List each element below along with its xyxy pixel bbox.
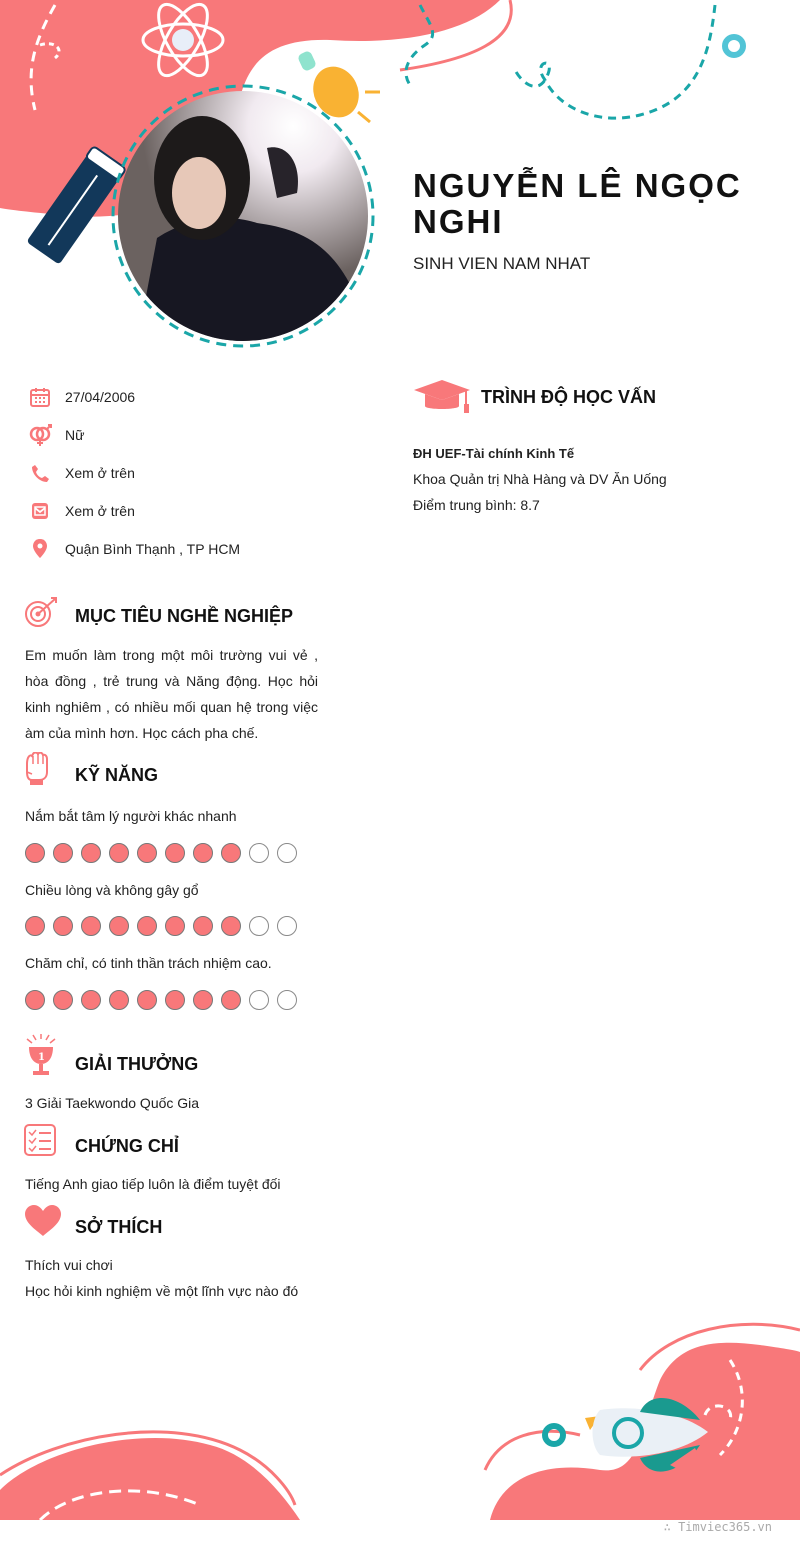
address-row: [28, 537, 240, 561]
rating-dot-filled: [81, 843, 101, 863]
skill-label: Chiều lòng và không gây gổ: [25, 882, 199, 898]
rating-dot-empty: [249, 916, 269, 936]
rating-dot-filled: [53, 990, 73, 1010]
rating-dot-filled: [109, 990, 129, 1010]
mail-icon: [28, 499, 52, 523]
education-major: Khoa Quản trị Nhà Hàng và DV Ăn Uống: [413, 471, 667, 487]
certificates-title: CHỨNG CHỈ: [75, 1136, 179, 1156]
phone-value: Xem ở trên: [65, 465, 135, 481]
rating-dot-filled: [137, 990, 157, 1010]
candidate-position: SINH VIEN NAM NHAT: [413, 254, 591, 273]
awards-text: 3 Giải Taekwondo Quốc Gia: [25, 1095, 200, 1111]
awards-title: GIẢI THƯỞNG: [75, 1054, 199, 1074]
certificates-text: Tiếng Anh giao tiếp luôn là điểm tuyệt đối: [25, 1176, 281, 1192]
candidate-name: NGUYỄN LÊ NGỌC NGHI: [413, 167, 742, 240]
email-value: Xem ở trên: [65, 503, 135, 519]
heart-icon: [24, 1205, 62, 1242]
hobbies-title: SỞ THÍCH: [75, 1217, 163, 1237]
gender-row: [28, 423, 84, 447]
rating-dot-filled: [25, 843, 45, 863]
rating-dot-filled: [81, 990, 101, 1010]
birthday-value: 27/04/2006: [65, 389, 136, 405]
rating-dot-filled: [53, 916, 73, 936]
svg-text:1: 1: [38, 1052, 45, 1063]
phone-row: [28, 461, 135, 485]
skill-rating: [25, 990, 297, 1010]
rating-dot-empty: [277, 916, 297, 936]
rating-dot-filled: [25, 990, 45, 1010]
rating-dot-filled: [109, 843, 129, 863]
rating-dot-filled: [193, 916, 213, 936]
footer-decoration: [0, 1320, 800, 1520]
address-value: Quận Bình Thạnh , TP HCM: [65, 541, 241, 557]
rating-dot-empty: [277, 843, 297, 863]
rocket-icon: [585, 1398, 708, 1475]
gender-icon: [28, 423, 52, 447]
rating-dot-filled: [25, 916, 45, 936]
skill-rating: [25, 843, 297, 863]
objective-title: MỤC TIÊU NGHỀ NGHIỆP: [75, 606, 294, 626]
rating-dot-filled: [137, 916, 157, 936]
rating-dot-filled: [81, 916, 101, 936]
education-title: TRÌNH ĐỘ HỌC VẤN: [481, 387, 656, 407]
rating-dot-filled: [165, 990, 185, 1010]
skill-label: Chăm chỉ, có tinh thần trách nhiệm cao.: [25, 955, 272, 971]
rating-dot-filled: [221, 843, 241, 863]
trophy-icon: [24, 1033, 58, 1082]
rating-dot-empty: [249, 990, 269, 1010]
skill-label: Nắm bắt tâm lý người khác nhanh: [25, 808, 237, 824]
birthday-row: [28, 385, 135, 409]
skills-title: KỸ NĂNG: [75, 765, 159, 785]
hobby-item: Thích vui chơi: [25, 1257, 113, 1273]
rating-dot-filled: [193, 990, 213, 1010]
rating-dot-filled: [109, 916, 129, 936]
rating-dot-filled: [221, 916, 241, 936]
rating-dot-filled: [165, 916, 185, 936]
rating-dot-filled: [193, 843, 213, 863]
rating-dot-empty: [277, 990, 297, 1010]
graduation-cap-icon: [413, 379, 471, 420]
education-school: ĐH UEF-Tài chính Kinh Tế: [413, 446, 575, 461]
hobby-item: Học hỏi kinh nghiệm về một lĩnh vực nào đó: [25, 1283, 299, 1299]
location-pin-icon: [28, 537, 52, 561]
rating-dot-filled: [165, 843, 185, 863]
rating-dot-filled: [53, 843, 73, 863]
checklist-icon: [24, 1124, 56, 1161]
raised-fist-icon: [24, 752, 48, 791]
watermark-brand: ∴ Timviec365.vn: [663, 1520, 772, 1534]
target-icon: [24, 596, 60, 635]
phone-icon: [28, 461, 52, 485]
rating-dot-filled: [221, 990, 241, 1010]
objective-text: Em muốn làm trong một môi trường vui vẻ , hòa đồng , trẻ trung và Năng động. Học hỏi kinh nghiêm , có nhiều mối quan hệ trong việc àm của mình hơn. Học cách pha chế.: [25, 647, 318, 741]
email-row: [28, 499, 135, 523]
avatar: [117, 88, 369, 344]
education-gpa: Điểm trung bình: 8.7: [413, 497, 540, 513]
rating-dot-filled: [137, 843, 157, 863]
rating-dot-empty: [249, 843, 269, 863]
calendar-icon: [28, 385, 52, 409]
gender-value: Nữ: [65, 427, 85, 443]
skill-rating: [25, 916, 297, 936]
